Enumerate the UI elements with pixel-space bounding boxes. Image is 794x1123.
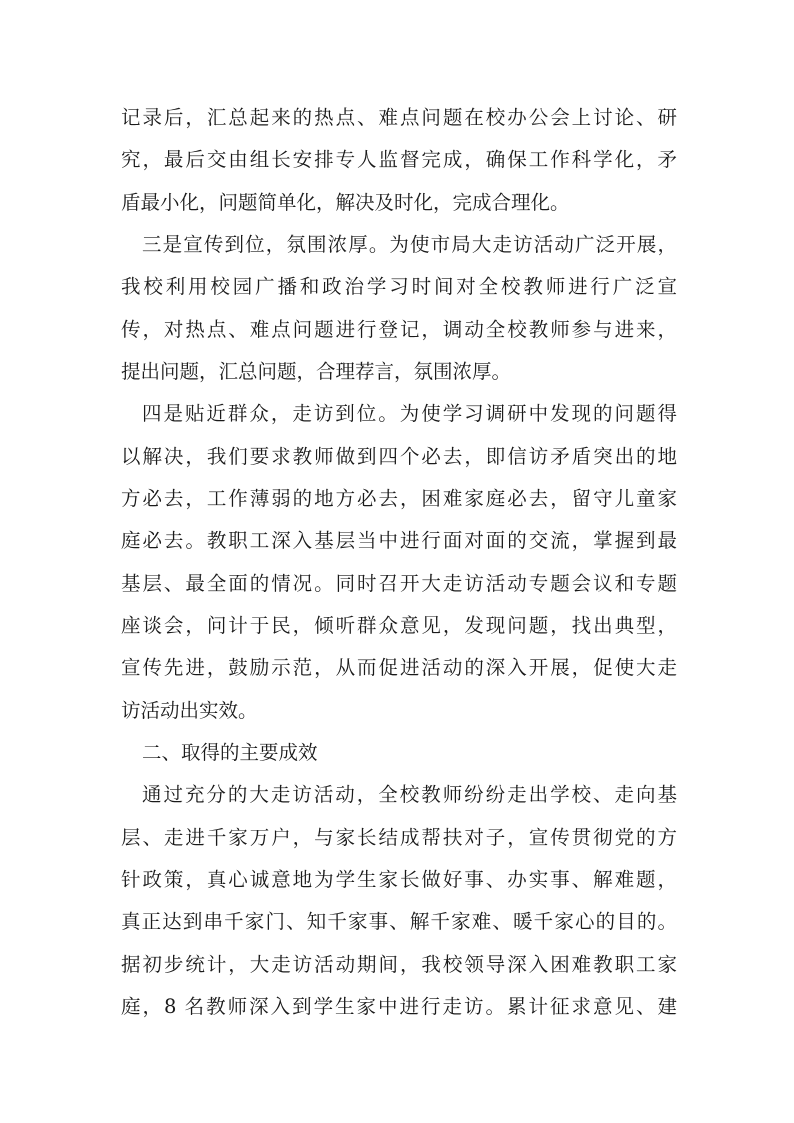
text-line: 提出问题，汇总问题，合理荐言，氛围浓厚。 (121, 360, 512, 383)
text-line: 层、走进千家万户，与家长结成帮扶对子，宣传贯彻党的方 (121, 826, 677, 849)
text-line: 以解决，我们要求教师做到四个必去，即信访矛盾突出的地 (121, 445, 677, 468)
text-line: 座谈会，问计于民，倾听群众意见，发现问题，找出典型， (121, 614, 677, 637)
text-line: 宣传先进，鼓励示范，从而促进活动的深入开展，促使大走 (121, 656, 677, 679)
text-line: 真正达到串千家门、知千家事、解千家难、暖千家心的目的。 (121, 910, 677, 933)
text-line: 盾最小化，问题简单化，解决及时化，完成合理化。 (121, 191, 570, 214)
text-line: 方必去，工作薄弱的地方必去，困难家庭必去，留守儿童家 (121, 487, 677, 510)
text-line: 庭必去。教职工深入基层当中进行面对面的交流，掌握到最 (121, 529, 677, 552)
text-line: 基层、最全面的情况。同时召开大走访活动专题会议和专题 (121, 572, 677, 595)
text-line: 究，最后交由组长安排专人监督完成，确保工作科学化，矛 (121, 148, 677, 171)
text-line: 针政策，真心诚意地为学生家长做好事、办实事、解难题， (121, 868, 677, 891)
text-line: 访活动出实效。 (121, 699, 258, 722)
text-line: 我校利用校园广播和政治学习时间对全校教师进行广泛宣 (121, 275, 677, 298)
paragraph-start-line: 四是贴近群众，走访到位。为使学习调研中发现的问题得 (142, 402, 677, 425)
text-line: 据初步统计，大走访活动期间，我校领导深入困难教职工家 (121, 953, 677, 976)
section-heading: 二、取得的主要成效 (142, 741, 318, 764)
text-line: 传，对热点、难点问题进行登记，调动全校教师参与进来， (121, 318, 677, 341)
text-line: 记录后，汇总起来的热点、难点问题在校办公会上讨论、研 (121, 106, 677, 129)
paragraph-start-line: 通过充分的大走访活动，全校教师纷纷走出学校、走向基 (142, 783, 677, 806)
paragraph-start-line: 三是宣传到位，氛围浓厚。为使市局大走访活动广泛开展， (142, 233, 677, 256)
text-line: 庭，8 名教师深入到学生家中进行走访。累计征求意见、建 (121, 995, 677, 1018)
